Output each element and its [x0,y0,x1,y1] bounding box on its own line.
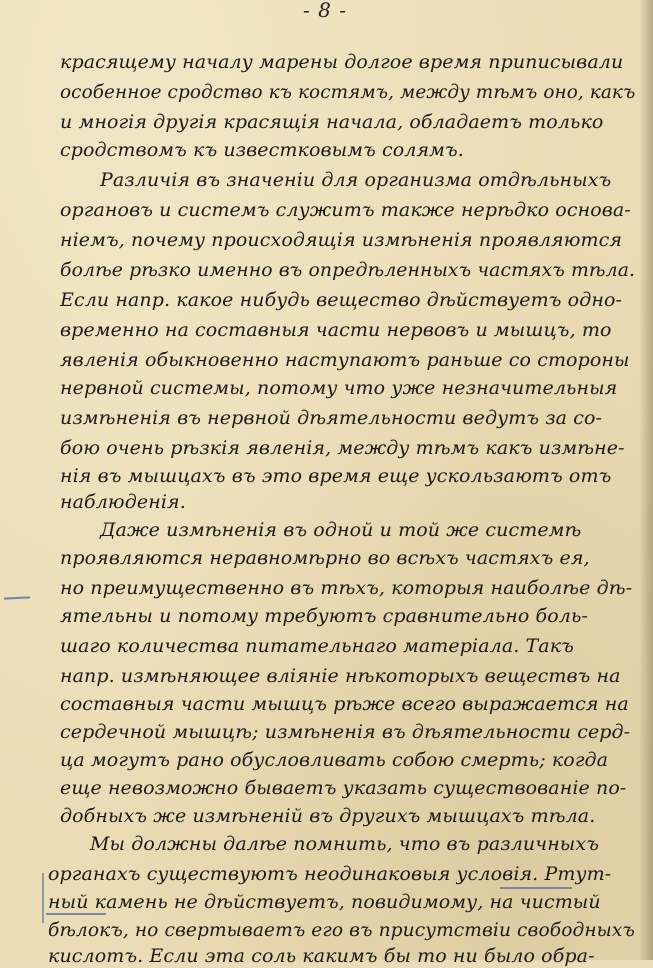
text-line: напр. измѣняющее вліяніе нѣкоторыхъ веществъ на [60,665,621,687]
margin-pencil-bracket [42,873,44,923]
text-line: наблюденія. [60,491,186,513]
text-line: временно на составныя части нервовъ и мышцъ, то [60,319,612,341]
text-line: Если напр. какое нибудь вещество дѣйствуетъ одно- [60,289,623,311]
text-line: шаго количества питательнаго матеріала. Такъ [60,635,574,657]
text-line: органовъ и системъ служитъ также нерѣдко основа- [60,199,631,221]
text-line: нервной системы, потому что уже незначительныя [60,377,618,399]
text-line: еще невозможно бываетъ указать существованіе по- [60,777,627,799]
text-line: ный камень не дѣйствуетъ, повидимому, на чистый [48,891,601,913]
text-line: особенное сродство къ костямъ, между тѣмъ оно, какъ [60,81,636,103]
page-number: - 8 - [303,0,347,22]
text-line: бою очень рѣзкія явленія, между тѣмъ какъ измѣне- [60,437,625,459]
text-line: явленія обыкновенно наступаютъ раньше со стороны [60,349,630,371]
text-line: сродствомъ къ известковымъ солямъ. [60,139,464,161]
text-line: Даже измѣненія въ одной и той же системѣ [100,519,582,541]
text-line: измѣненія въ нервной дѣятельности ведутъ за со- [60,407,603,429]
text-line: болѣе рѣзко именно въ опредѣленныхъ частяхъ тѣла. [60,259,636,281]
pencil-underline [500,887,572,889]
text-line: ятельны и потому требуютъ сравнительно боль- [60,605,588,627]
text-line: и многія другія красящія начала, обладаетъ только [60,111,604,133]
text-line: проявляются неравномѣрно во всѣхъ частяхъ ея, [60,547,590,569]
text-line: ніемъ, почему происходящія измѣненія проявляются [60,229,623,251]
text-line: ца могутъ рано обусловливать собою смерть; когда [60,749,609,771]
text-line: добныхъ же измѣненій въ другихъ мышцахъ тѣла. [60,805,596,827]
text-line: нія въ мышцахъ въ это время еще ускользаютъ отъ [60,465,612,487]
text-line: бѣлокъ, но свертываетъ его въ присутствіи свободныхъ [48,919,635,941]
text-line: но преимущественно въ тѣхъ, которыя наиболѣе дѣ- [60,577,633,599]
pencil-underline [46,913,106,915]
text-line: кислотъ. Если эта соль какимъ бы то ни было обра- [48,945,595,967]
text-line: сердечной мышцѣ; измѣненія въ дѣятельности серд- [60,721,631,743]
text-line: красящему началу марены долгое время приписывали [60,51,624,73]
text-line: Различія въ значеніи для организма отдѣльныхъ [100,169,612,191]
text-line: Мы должны далѣе помнить, что въ различныхъ [90,833,599,855]
text-line: органахъ существуютъ неодинаковыя условія. Ртут- [48,863,612,885]
text-line: составныя части мышцъ рѣже всего выражается на [60,693,629,715]
